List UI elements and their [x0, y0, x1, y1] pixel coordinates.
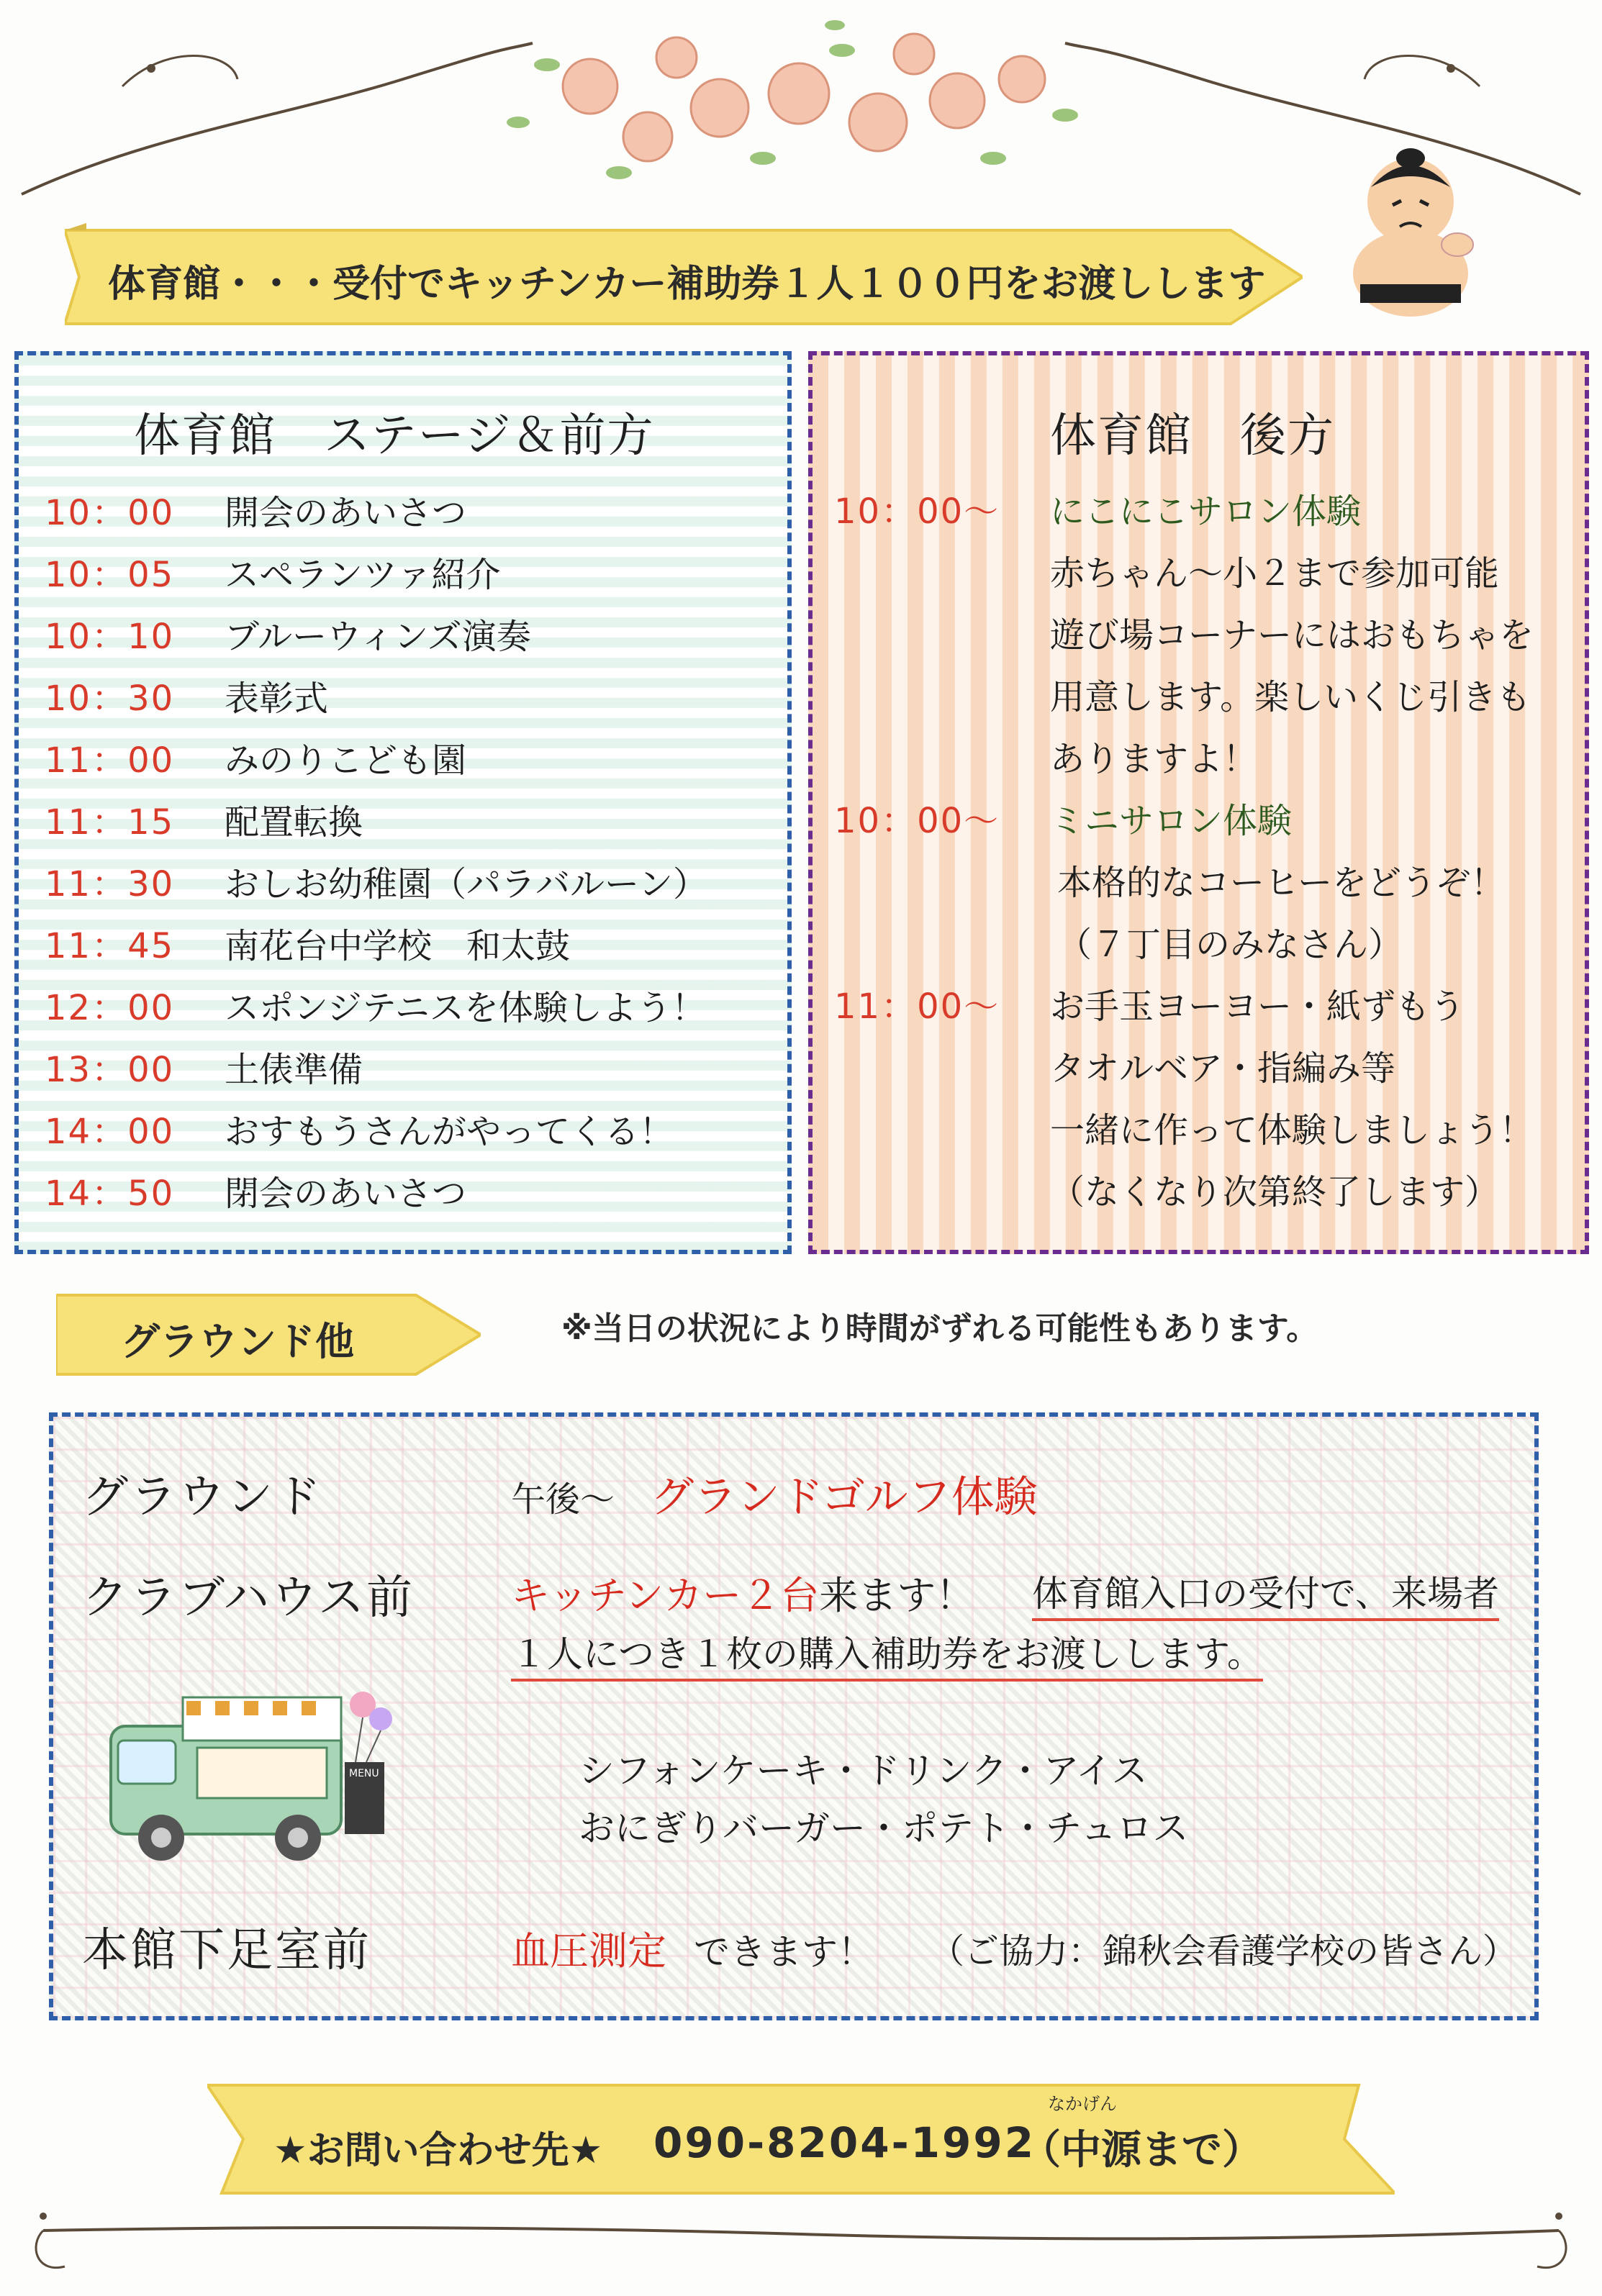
rear-section-header: 10：00～ ミニサロン体験 [834, 801, 1293, 841]
ground-time: 午後～ [511, 1479, 615, 1520]
clubhouse-label: クラブハウス前 [82, 1571, 415, 1625]
ground-ribbon [56, 1288, 481, 1381]
time-change-notice: ※当日の状況により時間がずれる可能性もあります。 [561, 1310, 1318, 1347]
header-ribbon-text: 体育館・・・受付でキッチンカー補助券１人１００円をお渡しします [108, 263, 1266, 306]
contact-name: （中源まで） [1021, 2127, 1262, 2174]
schedule-row: 14：50 閉会のあいさつ [45, 1174, 467, 1214]
bottom-vine-decoration [0, 2195, 1602, 2296]
header-ribbon [65, 223, 1303, 331]
ground-label: グラウンド [82, 1471, 323, 1524]
rear-line: （なくなり次第終了します） [1050, 1172, 1500, 1212]
contact-label: ★お問い合わせ先★ [273, 2129, 603, 2172]
truck-menu-sign: MENU [349, 1768, 379, 1779]
rear-line: 遊び場コーナーにはおもちゃを [1050, 615, 1534, 655]
ground-event: グランドゴルフ体験 [651, 1472, 1038, 1523]
stage-schedule-box [14, 351, 792, 1254]
rear-line: 一緒に作って体験しましょう！ [1050, 1110, 1534, 1151]
contact-ribbon [207, 2078, 1395, 2200]
kitchen-notice-line-1: 体育館入口の受付で、来場者 [1032, 1565, 1499, 1621]
kitchen-notice-line-2: １人につき１枚の購入補助券をお渡しします。 [511, 1625, 1263, 1682]
rear-schedule-box [808, 351, 1589, 1254]
schedule-row: 10：30 表彰式 [45, 679, 329, 719]
sumo-wrestler-illustration [1339, 137, 1483, 324]
contact-ruby: なかげん [1048, 2094, 1117, 2114]
ground-ribbon-text: グラウンド他 [121, 1319, 354, 1364]
schedule-row: 11：30 おしお幼稚園（パラバルーン） [45, 864, 708, 904]
schedule-row: 10：10 ブルーウィンズ演奏 [45, 617, 531, 657]
rear-line: 用意します。楽しいくじ引きも [1050, 677, 1531, 717]
foot-room-label: 本館下足室前 [82, 1924, 371, 1977]
contact-phone: 090-8204-1992 [653, 2118, 1036, 2167]
stage-title: 体育館 ステージ＆前方 [134, 409, 655, 463]
schedule-row: 12：00 スポンジテニスを体験しよう！ [45, 988, 706, 1028]
schedule-row: 13：00 土俵準備 [45, 1050, 363, 1090]
rear-line: タオルベア・指編み等 [1050, 1048, 1396, 1089]
schedule-row: 14：00 おすもうさんがやってくる！ [45, 1112, 674, 1152]
menu-line-2: おにぎりバーガー・ポテト・チュロス [579, 1807, 1189, 1849]
rear-section-header: 10：00～ にこにこサロン体験 [834, 491, 1362, 532]
schedule-row: 11：00 みのりこども園 [45, 740, 467, 781]
rear-line: 本格的なコーヒーをどうぞ！ [1057, 863, 1506, 903]
blood-pressure-suffix: できます！ [694, 1931, 874, 1973]
rear-line: ありますよ！ [1050, 739, 1258, 779]
food-truck-icon [96, 1683, 413, 1870]
rear-title: 体育館 後方 [1050, 409, 1335, 463]
schedule-row: 11：45 南花台中学校 和太鼓 [45, 926, 571, 966]
cooperation-note: （ご協力：錦秋会看護学校の皆さん） [930, 1931, 1518, 1971]
kitchen-car-line: キッチンカー２台来ます！ [511, 1573, 975, 1618]
rear-line: （７丁目のみなさん） [1057, 925, 1403, 965]
rear-line: 赤ちゃん～小２まで参加可能 [1050, 553, 1500, 594]
menu-line-1: シフォンケーキ・ドリンク・アイス [579, 1750, 1148, 1792]
schedule-row: 10：05 スペランツァ紹介 [45, 555, 501, 595]
blood-pressure-event: 血圧測定 [511, 1928, 666, 1974]
ground-info-box [49, 1412, 1539, 2020]
schedule-row: 11：15 配置転換 [45, 802, 363, 843]
schedule-row: 10：00 開会のあいさつ [45, 493, 467, 533]
rear-section-header: 11：00～ お手玉ヨーヨー・紙ずもう [834, 986, 1465, 1027]
